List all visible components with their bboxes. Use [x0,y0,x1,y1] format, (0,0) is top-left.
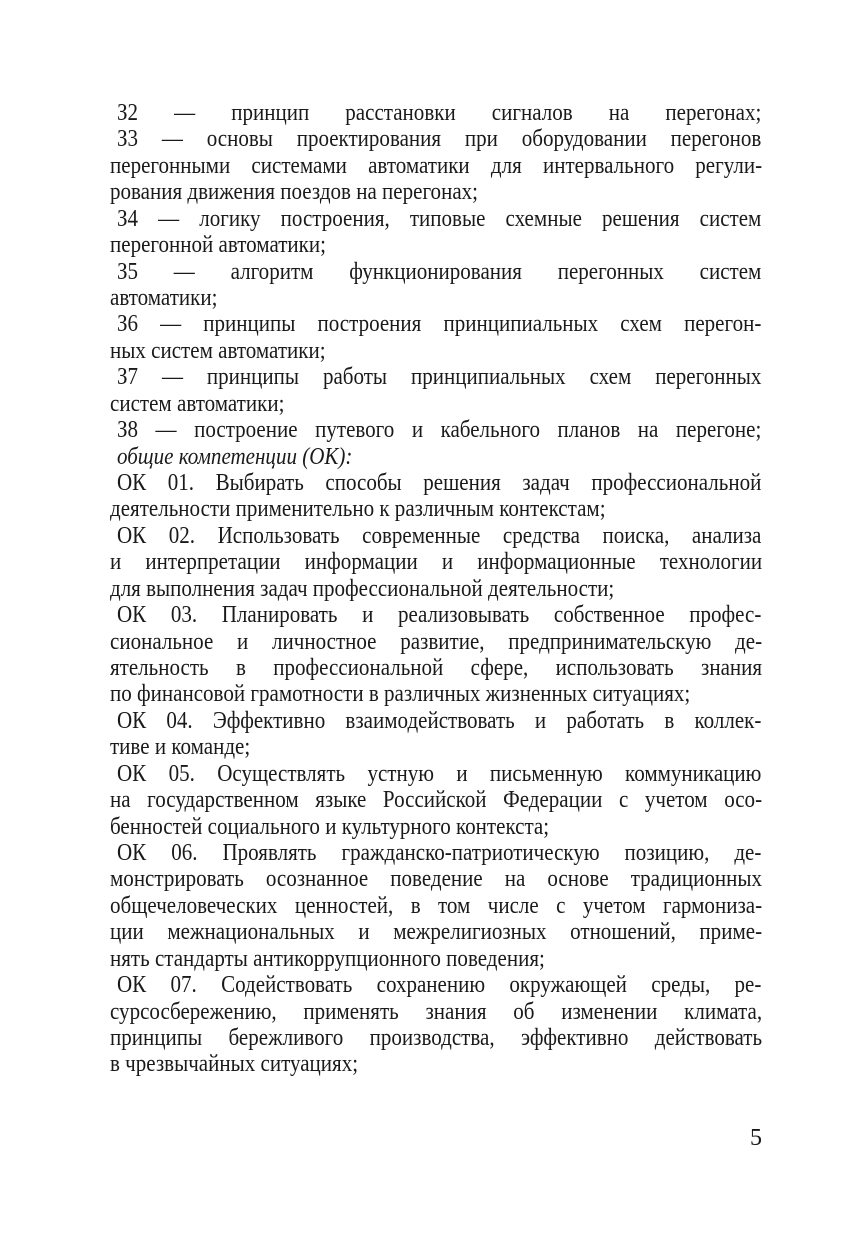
text-line: ОК 01. Выбирать способы решения задач профессиональной [117,469,762,497]
text-line: принципы бережливого производства, эффективно действовать [110,1024,763,1052]
text-line: ОК 05. Осуществлять устную и письменную коммуникацию [117,759,762,787]
text-line: З7 — принципы работы принципиальных схем перегонных [117,363,762,391]
text-line: ции межнациональных и межрелигиозных отношений, приме- [110,918,763,946]
text-line: деятельности применительно к различным контекстам; [110,495,606,523]
text-line: З3 — основы проектирования при оборудовании перегонов [117,125,762,153]
text-line: систем автоматики; [110,389,285,417]
text-line: перегонными системами автоматики для интервального регули- [110,151,763,179]
text-line: рования движения поездов на перегонах; [110,178,479,206]
text-line: З2 — принцип расстановки сигналов на перегонах; [117,99,762,126]
text-line: по финансовой грамотности в различных жизненных ситуациях; [110,680,691,708]
text-line: сурсосбережению, применять знания об изменении климата, [110,997,763,1025]
text-line: ятельность в профессиональной сфере, использовать знания [110,654,763,682]
text-line: З6 — принципы построения принципиальных схем перегон- [117,310,762,338]
text-line: ОК 04. Эффективно взаимодействовать и работать в коллек- [117,706,762,734]
text-line: перегонной автоматики; [110,231,326,259]
text-line: ных систем автоматики; [110,336,326,364]
text-line: общечеловеческих ценностей, в том числе с учетом гармониза- [110,891,763,919]
text-line: монстрировать осознанное поведение на основе традиционных [110,865,763,893]
text-line: З5 — алгоритм функционирования перегонных систем [117,257,762,285]
text-line: в чрезвычайных ситуациях; [110,1050,359,1078]
page-number: 5 [750,1125,762,1151]
text-line: нять стандарты антикоррупционного поведения; [110,944,545,972]
text-line: на государственном языке Российской Федерации с учетом осо- [110,786,763,814]
text-line: ОК 03. Планировать и реализовывать собственное профес- [117,601,762,629]
text-line: З4 — логику построения, типовые схемные решения систем [117,204,762,232]
text-line: тиве и команде; [110,733,251,761]
text-line: ОК 06. Проявлять гражданско-патриотическую позицию, де- [117,839,762,867]
text-line: З8 — построение путевого и кабельного планов на перегоне; [117,416,762,444]
text-line: автоматики; [110,284,218,311]
text-line: бенностей социального и культурного контекста; [110,812,550,840]
text-line: сиональное и личностное развитие, предпринимательскую де- [110,627,763,655]
text-line: для выполнения задач профессиональной деятельности; [110,574,615,602]
text-line: общие компетенции (ОК): [117,442,353,470]
text-line: ОК 02. Использовать современные средства поиска, анализа [117,521,762,549]
text-line: ОК 07. Содействовать сохранению окружающей среды, ре- [117,971,762,999]
text-line: и интерпретации информации и информационные технологии [110,548,763,576]
